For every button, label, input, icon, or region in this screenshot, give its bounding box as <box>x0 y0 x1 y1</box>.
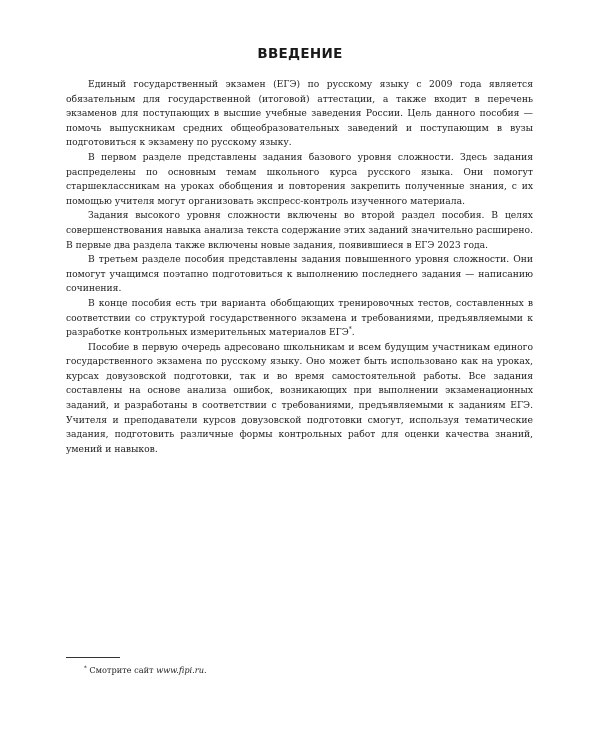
footnote <box>84 664 524 676</box>
paragraph: В третьем разделе пособия представлены задания повышенного уровня сложности. Они помогут учащимся поэтапно подготовиться к выполнению последнего задания — написанию сочинения. <box>66 254 533 295</box>
paragraph-text: В конце пособия есть три варианта обобщающих тренировочных тестов, составленных в соответствии со структурой государственного экзамена и требованиями, предъявляемыми к разработке контрольных измерительных материалов ЕГЭ <box>66 297 533 339</box>
footnote-link[interactable]: www.fipi.ru. <box>156 665 207 675</box>
footnote-text: Смотрите сайт <box>89 665 154 675</box>
paragraph-end: . <box>351 327 355 339</box>
page-title: ВВЕДЕНИЕ <box>257 46 343 62</box>
paragraph: Пособие в первую очередь адресовано школьникам и всем будущим участникам единого государственного экзамена по русскому языку. Оно может быть использовано как на уроках, курсах довузовской подготовки, так и во время самостоятельной работы. Все задания составлены на основе анализа ошибок, возникающих при выполнении экзаменационных заданий, и разработаны в соответствии с требованиями, предъявляемыми к заданиям ЕГЭ. Учителя и преподаватели курсов довузовской подготовки смогут, используя тематические задания, подготовить различные формы контрольных работ для оценки качества знаний, умений и навыков. <box>66 341 533 455</box>
footnote-mark: * <box>84 665 87 672</box>
paragraph: В первом разделе представлены задания базового уровня сложности. Здесь задания распределены по основным темам школьного курса русского языка. Они помогут старшеклассникам на уроках обобщения и повторения закрепить полученные знания, с их помощью учителя могут организовать экспресс-контроль изученного материала. <box>66 151 533 207</box>
document-body <box>66 78 533 457</box>
footnote-separator <box>66 657 120 658</box>
paragraph: Задания высокого уровня сложности включены во второй раздел пособия. В целях совершенствования навыка анализа текста содержание этих заданий значительно расширено. В первые два раздела также включены новые задания, появившиеся в ЕГЭ 2023 года. <box>66 210 533 251</box>
footnote-reference: * <box>348 326 352 334</box>
paragraph-with-footnote <box>66 297 533 341</box>
paragraph: Единый государственный экзамен (ЕГЭ) по русскому языку с 2009 года является обязательным для государственной (итоговой) аттестации, а также входит в перечень экзаменов для поступающих в высшие учебные заведения России. Цель данного пособия — помочь выпускникам средних общеобразовательных заведений и поступающим в вузы подготовиться к экзамену по русскому языку. <box>66 79 533 149</box>
